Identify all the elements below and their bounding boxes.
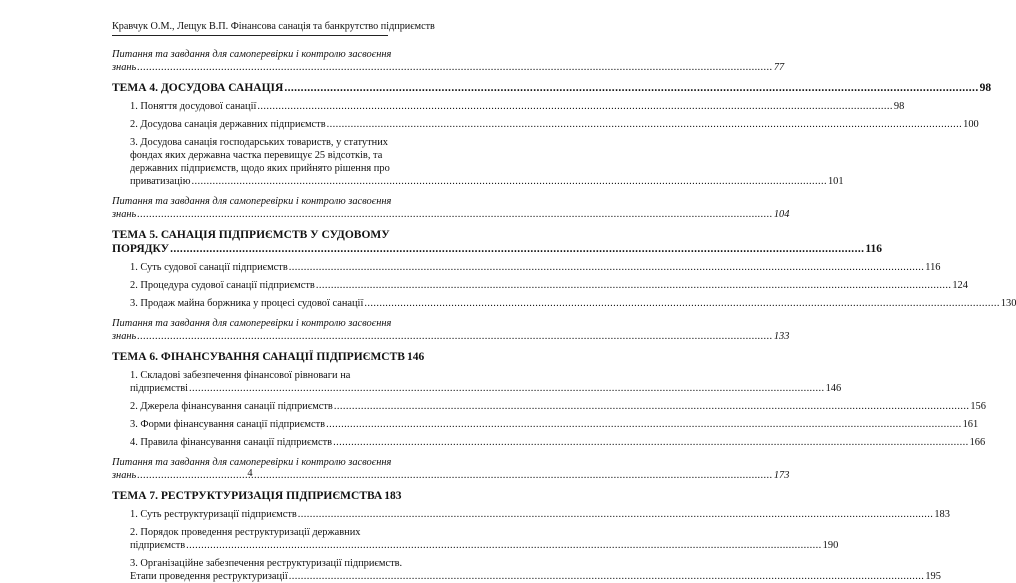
toc-entry-title-lines	[112, 48, 392, 61]
dot-leader	[289, 261, 925, 274]
toc-entry-line	[112, 61, 785, 74]
toc-entry-question[interactable]	[112, 317, 790, 343]
toc-entry-line	[130, 418, 979, 431]
dot-leader	[364, 297, 1000, 310]
toc-entry-title-line: 2. Порядок проведення реструктуризації державних	[130, 527, 361, 538]
toc-entry-line	[130, 297, 1016, 310]
toc-entry-title: 2. Досудова санація державних підприємств	[130, 119, 326, 130]
toc-entry-title-line: 3. Досудова санація господарських товариств, у статутних	[130, 137, 388, 148]
toc-entry-head[interactable]	[112, 489, 402, 503]
toc-entry-title-line: 3. Організаційне забезпечення реструктуризації підприємств.	[130, 558, 403, 569]
toc-page-number: 146	[825, 383, 842, 394]
toc-spacer	[112, 343, 388, 350]
toc-spacer	[112, 74, 388, 81]
toc-page-number: 183	[934, 509, 950, 520]
page-number: 4	[247, 468, 253, 479]
dot-leader	[333, 436, 969, 449]
toc-entry-line	[112, 81, 992, 95]
toc-entry-title: 4. Правила фінансування санації підприємств	[130, 437, 333, 448]
toc-page-number: 104	[773, 209, 790, 220]
toc-entry-line	[130, 100, 905, 113]
dot-leader	[284, 81, 978, 95]
toc-entry-title: 3. Продаж майна боржника у процесі судової санації	[130, 298, 364, 309]
toc-page-number: 146	[406, 351, 425, 363]
toc-entry-line	[112, 350, 425, 364]
toc-entry-title: 3. Форми фінансування санації підприємств	[130, 419, 326, 430]
dot-leader	[334, 400, 970, 413]
toc-entry-sub[interactable]	[112, 100, 905, 113]
dot-leader	[186, 539, 822, 552]
toc-page-number: 130	[1000, 298, 1016, 309]
toc-entry-title: 1. Суть реструктуризації підприємств	[130, 509, 297, 520]
toc-entry-title-line: фондах яких державна частка перевищує 25 відсотків, та	[130, 150, 383, 161]
toc-entry-question[interactable]	[112, 48, 785, 74]
toc-entry-title-lines	[112, 195, 392, 208]
toc-spacer	[112, 221, 388, 228]
toc-page-number: 156	[970, 401, 986, 412]
toc-page-number: 190	[822, 540, 839, 551]
toc-entry-title: знань	[112, 209, 137, 220]
dot-leader	[137, 61, 773, 74]
toc-page-number: 173	[773, 470, 790, 481]
toc-entry-sub[interactable]	[112, 279, 968, 292]
toc-page-number: 195	[925, 571, 941, 582]
toc-page-number: 101	[827, 176, 844, 187]
toc-entry-title-line: Питання та завдання для самоперевірки і контролю засвоєння	[112, 457, 392, 468]
toc-entry-title: ТЕМА 6. ФІНАНСУВАННЯ САНАЦІЇ ПІДПРИЄМСТВ	[112, 351, 405, 363]
dot-leader	[137, 330, 773, 343]
toc-entry-title: 2. Джерела фінансування санації підприємств	[130, 401, 333, 412]
toc-entry-title-line: 1. Складові забезпечення фінансової рівноваги на	[130, 370, 351, 381]
toc-entry-sub[interactable]	[112, 557, 941, 583]
toc-entry-title-line: державних підприємств, щодо яких прийнято рішення про	[130, 163, 390, 174]
toc-page-number: 183	[384, 490, 402, 502]
toc-entry-line	[130, 118, 979, 131]
toc-page-number: 98	[979, 82, 992, 94]
toc-entry-sub[interactable]	[112, 400, 986, 413]
header-rule	[112, 35, 388, 36]
toc-entry-title: знань	[112, 470, 137, 481]
toc-entry-title: ТЕМА 4. ДОСУДОВА САНАЦІЯ	[112, 82, 284, 94]
toc-entry-title-line: Питання та завдання для самоперевірки і контролю засвоєння	[112, 49, 392, 60]
toc-entry-head[interactable]	[112, 228, 883, 256]
toc-entry-title-line: Питання та завдання для самоперевірки і контролю засвоєння	[112, 196, 392, 207]
toc-page-number: 166	[969, 437, 986, 448]
toc-entry-title-lines	[130, 557, 403, 570]
toc-entry-title-lines	[112, 317, 392, 330]
toc-entry-line	[130, 279, 968, 292]
toc-entry-line	[130, 539, 839, 552]
toc-spacer	[112, 482, 388, 489]
toc-page-number: 124	[952, 280, 968, 291]
toc-entry-line	[130, 436, 986, 449]
toc-entry-title: ПОРЯДКУ	[112, 243, 170, 255]
dot-leader	[316, 279, 952, 292]
toc-entry-title: знань	[112, 62, 137, 73]
running-header: Кравчук О.М., Лещук В.П. Фінансова санація та банкрутство підприємств	[112, 21, 435, 32]
toc-page-number: 133	[773, 331, 790, 342]
toc-entry-line	[130, 570, 941, 583]
toc-entry-line	[112, 242, 883, 256]
toc-page-number: 161	[962, 419, 979, 430]
toc-entry-line	[130, 261, 941, 274]
toc-entry-title-lines	[130, 136, 388, 175]
dot-leader	[170, 242, 864, 256]
dot-leader	[257, 100, 893, 113]
toc-spacer	[112, 188, 388, 195]
dot-leader	[327, 118, 963, 131]
toc-entry-sub[interactable]	[112, 508, 950, 521]
toc-entry-sub[interactable]	[112, 418, 979, 431]
toc-entry-title: 1. Суть судової санації підприємств	[130, 262, 288, 273]
table-of-contents	[112, 48, 1016, 583]
toc-entry-sub[interactable]	[112, 118, 979, 131]
toc-entry-title-line: Питання та завдання для самоперевірки і контролю засвоєння	[112, 318, 392, 329]
dot-leader	[289, 570, 925, 583]
toc-spacer	[112, 449, 388, 456]
toc-entry-sub[interactable]	[112, 261, 941, 274]
toc-entry-sub[interactable]	[112, 136, 844, 188]
toc-page-number: 98	[893, 101, 905, 112]
dot-leader	[191, 175, 827, 188]
toc-entry-title: Етапи проведення реструктуризації	[130, 571, 288, 582]
toc-entry-question[interactable]	[112, 195, 790, 221]
toc-entry-head[interactable]	[112, 350, 425, 364]
toc-entry-head[interactable]	[112, 81, 992, 95]
toc-page-number: 116	[865, 243, 883, 255]
toc-entry-sub[interactable]	[112, 526, 839, 552]
toc-entry-title: 1. Поняття досудової санації	[130, 101, 257, 112]
toc-entry-title: підприємств	[130, 540, 186, 551]
dot-leader	[298, 508, 934, 521]
toc-entry-sub[interactable]	[112, 436, 986, 449]
dot-leader	[189, 382, 825, 395]
toc-entry-title: знань	[112, 331, 137, 342]
toc-page-number: 116	[925, 262, 941, 273]
toc-spacer	[112, 310, 388, 317]
toc-entry-sub[interactable]	[112, 297, 1016, 310]
toc-entry-sub[interactable]	[112, 369, 842, 395]
toc-entry-title: підприємстві	[130, 383, 189, 394]
toc-entry-line	[112, 208, 790, 221]
toc-entry-title: 2. Процедура судової санації підприємств	[130, 280, 315, 291]
dot-leader	[326, 418, 962, 431]
toc-entry-line	[130, 382, 842, 395]
toc-entry-title: приватизацію	[130, 176, 191, 187]
toc-entry-line	[130, 508, 950, 521]
toc-entry-line	[130, 400, 986, 413]
toc-page-number: 77	[773, 62, 785, 73]
toc-page-number: 100	[963, 119, 979, 130]
dot-leader	[137, 208, 773, 221]
toc-entry-title-line: ТЕМА 5. САНАЦІЯ ПІДПРИЄМСТВ У СУДОВОМУ	[112, 229, 390, 241]
toc-entry-line	[112, 489, 402, 503]
toc-entry-title-lines	[112, 228, 388, 242]
toc-entry-line	[130, 175, 844, 188]
toc-entry-title-lines	[130, 526, 388, 539]
toc-entry-title: ТЕМА 7. РЕСТРУКТУРИЗАЦІЯ ПІДПРИЄМСТВА	[112, 490, 383, 502]
toc-entry-line	[112, 330, 790, 343]
toc-entry-title-lines	[130, 369, 388, 382]
